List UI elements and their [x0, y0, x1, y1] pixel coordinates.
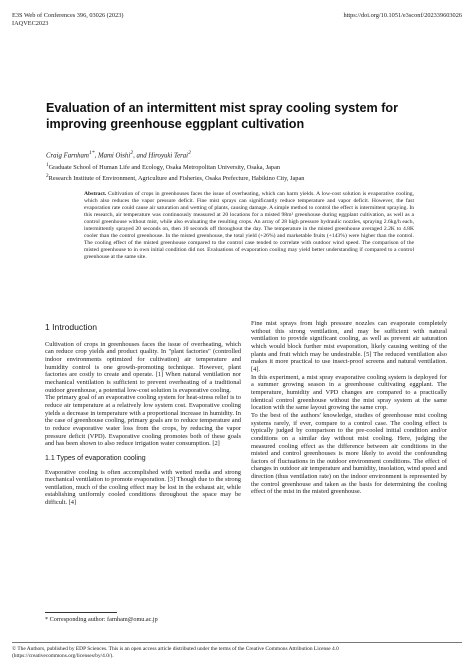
running-header: [12, 12, 123, 28]
paragraph: To the best of the authors' knowledge, studies of greenhouse mist cooling systems rarely, if ever, compare to a control case. The cooling effect is typically judged by comparison to the pre-cooled initial condition and/or conditions on a similar day without mist cooling. Here, judging the measured cooling effect as the difference between air conditions in the misted and control greenhouses is more likely to avoid the confounding factors of fluctuations in the outdoor environment conditions. The effect of changes in outdoor air temperature and humidity, insolation, wind speed and direction (thus ventilation rate) on the indoor environment is represented by the control greenhouse and taken as the basis for determining the cooling effect of the mist in the misted greenhouse.: [251, 411, 447, 496]
affiliation-number: 1: [46, 162, 49, 168]
conference-name: IAQVEC2023: [12, 20, 49, 27]
footer-divider: [12, 642, 462, 643]
paragraph: Evaporative cooling is often accomplished with wetted media and strong mechanical ventilation to promote evaporation. [3] Though due to the strong ventilation, much of the cooling effect may be lost in the exhaust air, while establishing uniformly cooled conditions throughout the space may be difficult. [4]: [45, 468, 241, 507]
copyright-line: © The Authors, published by EDP Sciences. This is an open access article distributed under the terms of the Creative Commons Attribution License 4.0: [12, 646, 339, 652]
affiliation-number: 2: [46, 173, 49, 180]
author-superscript: 1*: [88, 150, 95, 156]
author-list: [46, 150, 191, 159]
footnote-rule: [45, 612, 117, 613]
subsection-heading-evaporation-cooling: 1.1 Types of evaporation cooling: [45, 454, 146, 462]
author-separator: ,: [94, 152, 98, 160]
affiliations: [46, 161, 426, 183]
paper-title: Evaluation of an intermittent mist spray cooling system for improving greenhouse eggplant cultivation: [46, 101, 398, 131]
author-superscript: 2: [130, 150, 134, 156]
right-column: [251, 320, 447, 496]
abstract-text: Cultivation of crops in greenhouses faces the issue of overheating, which can harm yields. A low-cost solution is evaporative cooling, which also reduces the vapor pressure deficit. Fine mist sprays can significantly reduce temperature and vapor deficit. However, the fast evaporation rate could cause air saturation and wetting of plants, causing damage. A simple method to control the effect is intermittent spraying. In this research, air temperature was continuously measured at 20 locations for a misted 98m² greenhouse during eggplant cultivation, as well as a control greenhouse without mist, while also evaluating the resulting crops. An array of 28 high pressure hydraulic nozzles, spraying 2.6kg/h each, intermittently sprayed 20 seconds on, then 10 seconds off throughout the day. The temperature in the misted greenhouse averaged 2.2K to 4.8K cooler than the control greenhouse. In the misted greenhouse, the total yield (+26%) and marketable fruits (+143%) were higher than the control. The cooling effect of the misted greenhouse compared to the control case tended to correlate with outdoor wind speed. The comparison of the misted greenhouse to in own initial condition did not. Evaluations of evaporation cooling may yield better understanding if compared to a control greenhouse at the same site.: [84, 191, 414, 261]
journal-citation: E3S Web of Conferences 396, 03026 (2023): [12, 12, 124, 19]
paragraph: Cultivation of crops in greenhouses faces the issue of overheating, which can reduce crop yields and product quality. In "plant factories" (controlled indoor environments optimized for cultivation) air temperature and humidity control is one growth-promoting technique. However, plant factories are costly to create and operate. [1] When natural ventilation nor mechanical ventilation is sufficient to prevent overheating of a traditional outdoor greenhouse, a potential low-cost solution is evaporative cooling.: [45, 340, 241, 394]
author-name: Mami Oishi: [97, 152, 131, 160]
affiliation-line: [46, 161, 426, 172]
author-separator: , and: [133, 152, 149, 160]
author-name: Hiroyuki Terai: [148, 152, 189, 160]
license-link[interactable]: (https://creativecommons.org/licenses/by/4.0/).: [12, 653, 114, 659]
abstract: [84, 191, 414, 261]
paragraph: In this experiment, a mist spray evaporative cooling system is deployed for a summer growing season in a greenhouse cultivating eggplant. The temperature, humidity and VPD changes are compared to a practically identical control greenhouse without the mist spray system at the same location with the same layout growing the same crop.: [251, 373, 447, 412]
paragraph: Fine mist sprays from high pressure nozzles can evaporate completely without this strong ventilation, and may be sufficient with natural ventilation to provide significant cooling, as well as prevent air saturation which would block further mist evaporation, likely causing wetting of the plants and fruit which may be undesirable. [5] The reduced ventilation also makes it more practical to use insect-proof screens and natural ventilation. [4].: [251, 320, 447, 373]
abstract-label: Abstract.: [84, 191, 107, 197]
copyright-notice: [12, 646, 462, 660]
affiliation-text: Graduate School of Human Life and Ecology, Osaka Metropolitan University, Osaka, Japan: [48, 164, 281, 172]
author-superscript: 2: [188, 150, 191, 156]
left-column: [45, 320, 241, 507]
doi-link[interactable]: https://doi.org/10.1051/e3sconf/202339603026: [343, 12, 462, 19]
section-heading-introduction: 1 Introduction: [45, 322, 98, 332]
author-name: Craig Farnham: [46, 152, 89, 160]
corresponding-author-footnote: * Corresponding author: farnham@omu.ac.jp: [45, 616, 158, 623]
affiliation-text: Research Institute of Environment, Agriculture and Fisheries, Osaka Prefecture, Habikino City, Japan: [48, 175, 305, 183]
paragraph: The primary goal of an evaporative cooling system for heat-stress relief is to reduce air temperature at a relatively low system cost. Evaporative cooling yields a decrease in temperature with a proportional increase in humidity. In the case of greenhouse cooling, primary goals are to reduce temperature and to reduce evaporative water loss from the crops, by reducing the vapor pressure deficit (VPD). Evaporative cooling promotes both of these goals and has been shown to also reduce irrigation water consumption. [2]: [45, 394, 241, 448]
affiliation-line: [46, 172, 426, 183]
